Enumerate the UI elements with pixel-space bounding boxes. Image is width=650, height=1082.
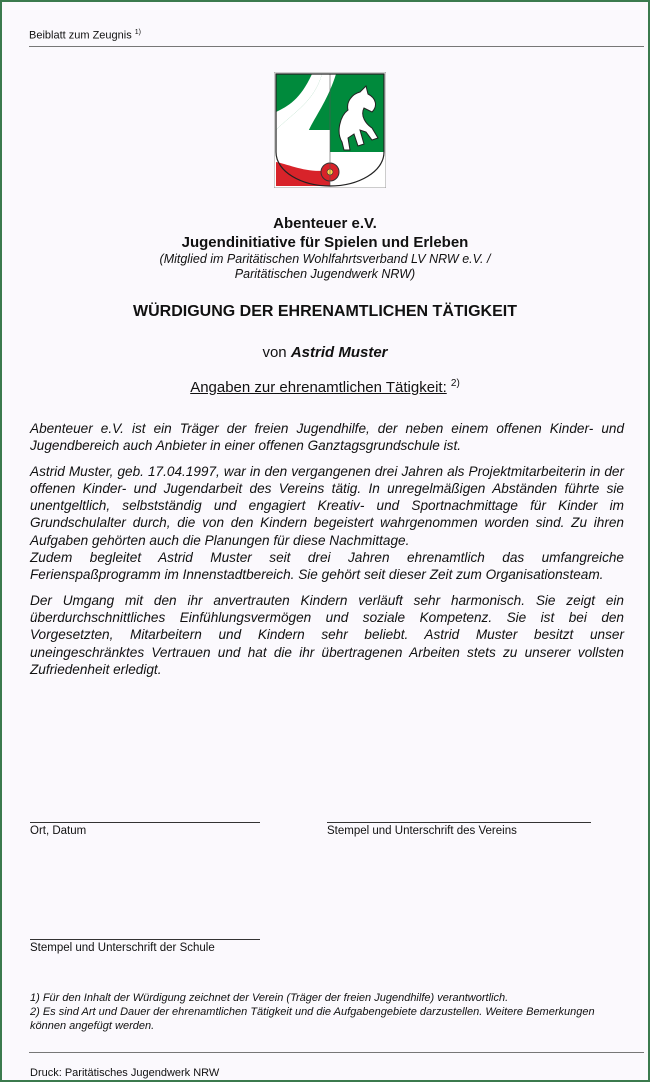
section-footnote-ref: 2) (450, 378, 460, 389)
paragraph: Abenteuer e.V. ist ein Träger der freien Jugendhilfe, der neben einem offenen Kinder- und Jugendbereich auch Anbieter in einer offenen Ganztagsgrundschule ist. (30, 421, 624, 454)
paragraph: Zudem begleitet Astrid Muster seit drei Jahren ehrenamtlich das umfangreiche Ferienspaßprogramm im Innenstadtbereich. Sie gehört seit dieser Zeit zum Organisationsteam. (30, 550, 624, 583)
print-note: Druck: Paritätisches Jugendwerk NRW (30, 1067, 220, 1079)
club-signature-label: Stempel und Unterschrift des Vereins (327, 825, 517, 837)
header-footnote-ref: 1) (134, 29, 142, 36)
organization-block (2, 214, 648, 282)
organization-subtitle: Jugendinitiative für Spielen und Erleben (181, 234, 469, 251)
membership-line-2: Paritätischen Jugendwerk NRW) (234, 267, 416, 281)
footer-divider (29, 1052, 644, 1053)
footnote-2: 2) Es sind Art und Dauer der ehrenamtlichen Tätigkeit und die Aufgabengebiete darzustellen. Weitere Bemerkungen können angefügt werden. (30, 1006, 595, 1032)
paragraph: Astrid Muster, geb. 17.04.1997, war in den vergangenen drei Jahren als Projektmitarbeiterin in der offenen Kinder- und Jugendarbeit des Vereins tätig. In unregelmäßigen Abständen führte sie unentgeltlich, selbstständig und engagiert Kreativ- und Sportnachmittage für Kinder im Grundschulalter durch, die von den Kindern begeistert wahrgenommen worden sind. Zu ihren Aufgaben gehörten auch die Planungen für diese Nachmittage. (30, 463, 624, 548)
school-signature-line (30, 939, 260, 940)
school-signature-label: Stempel und Unterschrift der Schule (30, 942, 215, 954)
person-line (2, 344, 648, 361)
footnotes (30, 991, 620, 1033)
club-signature-line (327, 822, 591, 823)
header-text: Beiblatt zum Zeugnis (29, 29, 132, 42)
person-name: Astrid Muster (290, 344, 388, 361)
footnote-1: 1) Für den Inhalt der Würdigung zeichnet der Verein (Träger der freien Jugendhilfe) verantwortlich. (30, 992, 509, 1004)
place-date-label: Ort, Datum (30, 825, 87, 837)
nrw-coat-of-arms-icon (274, 72, 386, 188)
place-date-signature-line (30, 822, 260, 823)
assessment-text (30, 420, 624, 686)
header-divider (29, 46, 644, 47)
document-title: WÜRDIGUNG DER EHRENAMTLICHEN TÄTIGKEIT (133, 303, 517, 320)
section-heading (2, 378, 648, 396)
header-label (29, 29, 141, 42)
paragraph: Der Umgang mit den ihr anvertrauten Kindern verläuft sehr harmonisch. Sie zeigt ein überdurchschnittliches Einfühlungsvermögen und soziale Kompetenz. Sie ist bei den Vorgesetzten, Mitarbeitern und Kindern sehr beliebt. Astrid Muster besitzt unser uneingeschränktes Vertrauen und hat die ihr übertragenen Arbeiten stets zu unserer vollsten Zufriedenheit erledigt. (30, 592, 624, 677)
section-heading-text: Angaben zur ehrenamtlichen Tätigkeit: (190, 379, 447, 396)
membership-line-1: (Mitglied im Paritätischen Wohlfahrtsverband LV NRW e.V. / (159, 252, 491, 266)
person-prefix: von (262, 344, 287, 361)
organization-name: Abenteuer e.V. (273, 215, 377, 232)
